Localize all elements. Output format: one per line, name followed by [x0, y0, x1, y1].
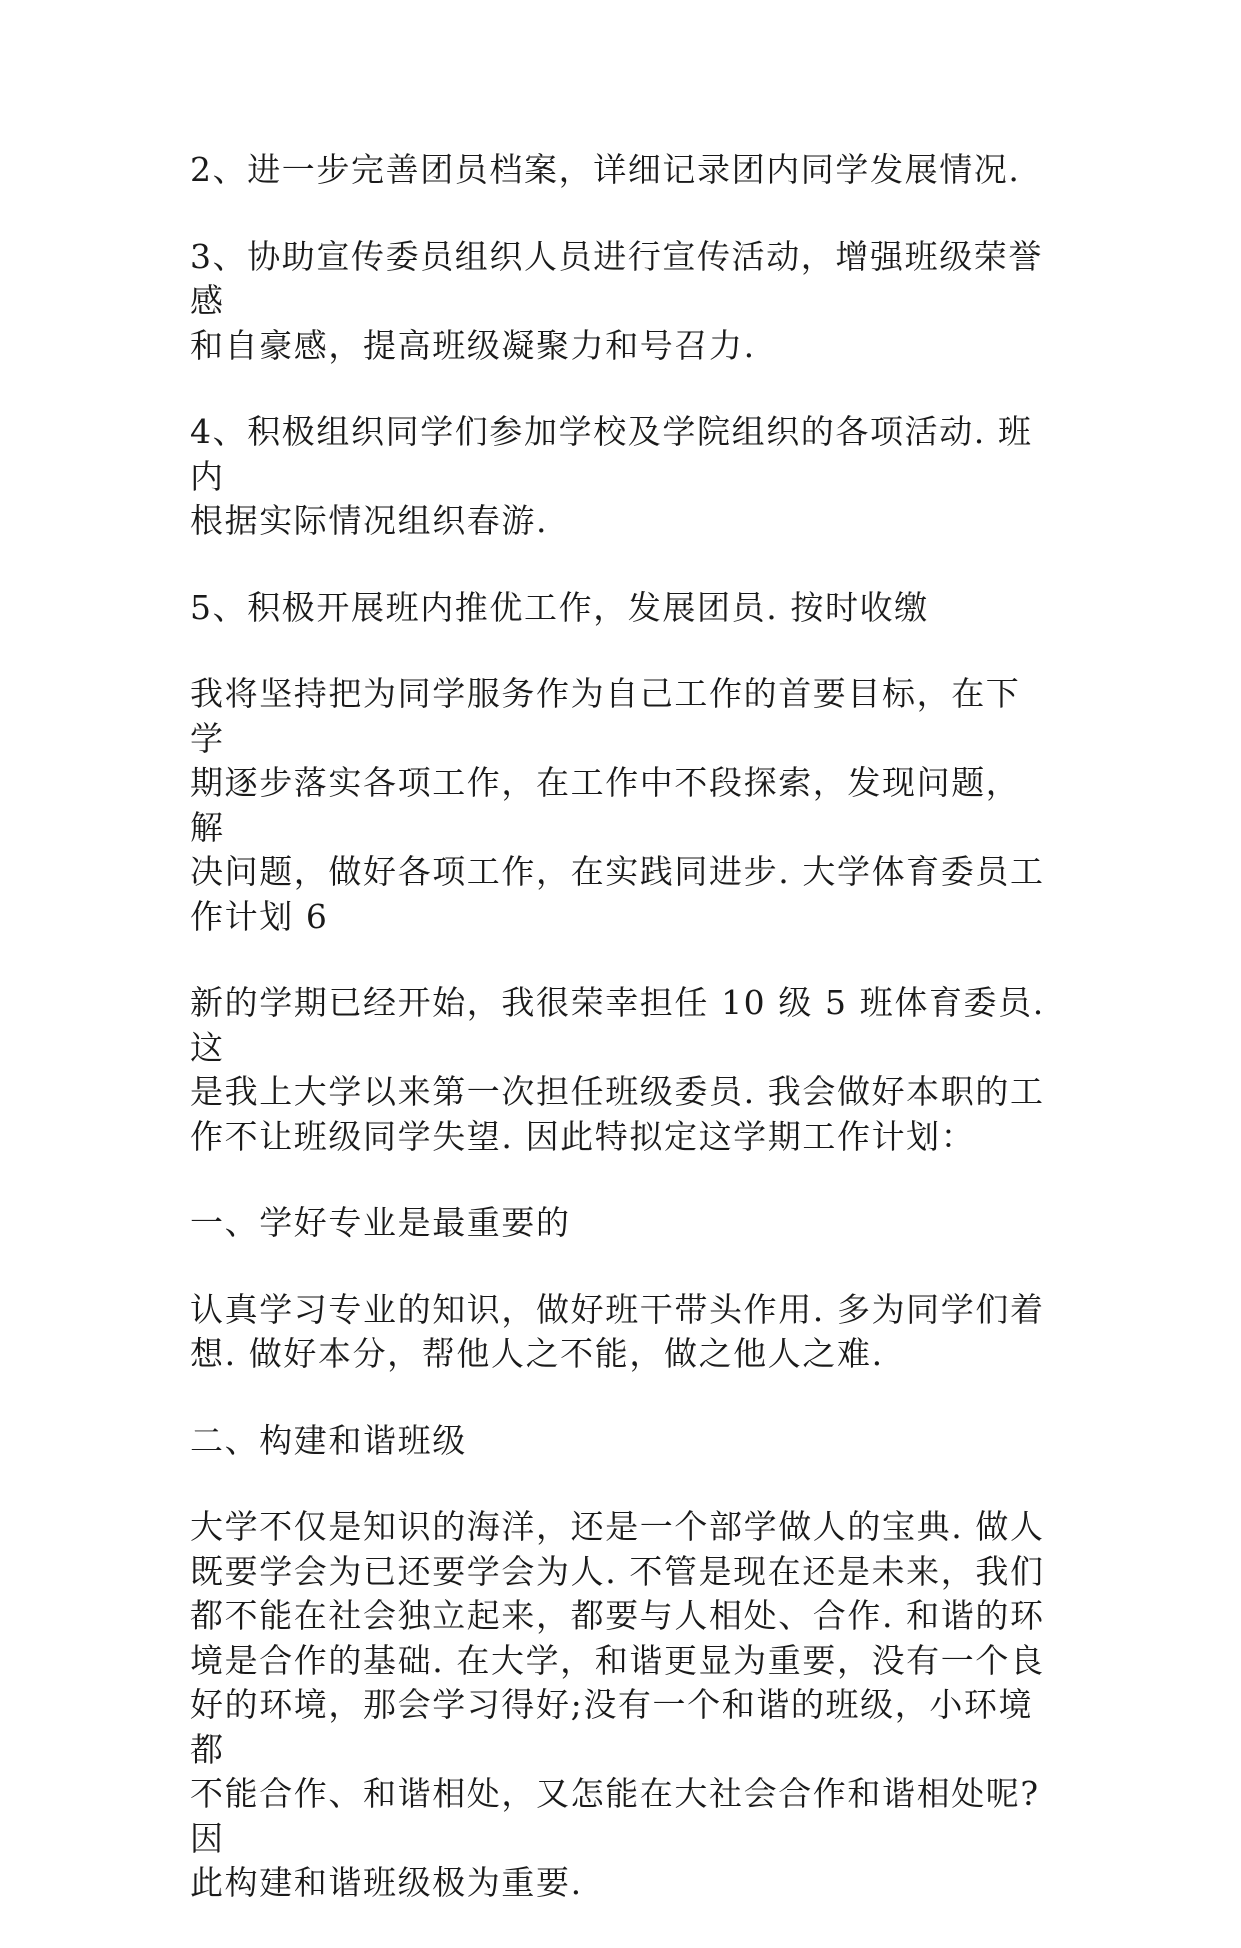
section-heading-1: 一、学好专业是最重要的: [190, 1203, 571, 1242]
paragraph-item-2: 2、进一步完善团员档案，详细记录团内同学发展情况.: [190, 150, 1021, 189]
paragraph-item-4: 4、积极组织同学们参加学校及学院组织的各项活动. 班内 根据实际情况组织春游.: [190, 412, 1033, 540]
paragraph-item-3: 3、协助宣传委员组织人员进行宣传活动，增强班级荣誉感 和自豪感，提高班级凝聚力和号召力.: [190, 236, 1043, 365]
document-body: [190, 148, 1050, 1948]
paragraph-item-5: 5、积极开展班内推优工作，发展团员. 按时收缴: [190, 587, 929, 627]
section-heading-2: 二、构建和谐班级: [190, 1420, 467, 1460]
paragraph-harmony: 大学不仅是知识的海洋，还是一个部学做人的宝典. 做人 既要学会为已还要学会为人. 不管是现在还是未来，我们 都不能在社会独立起来，都要与人相处、合作. 和谐的环 境是合作的基础. 在大学，和谐更显为重要，没有一个良 好的环境，那会学习得好;没有一个和谐的班级，小环境都 不能合作、和谐相处，又怎能在大社会合作和谐相处呢?因 此构建和谐班级极为重要.: [190, 1507, 1045, 1902]
paragraph-study: 认真学习专业的知识，做好班干带头作用. 多为同学们着 想. 做好本分，帮他人之不能，做之他人之难.: [190, 1289, 1045, 1373]
paragraph-new-semester: 新的学期已经开始，我很荣幸担任 10 级 5 班体育委员. 这 是我上大学以来第一次担任班级委员. 我会做好本职的工 作不让班级同学失望. 因此特拟定这学期工作计划：: [190, 983, 1045, 1156]
paragraph-commitment: 我将坚持把为同学服务作为自己工作的首要目标，在下学 期逐步落实各项工作，在工作中不段探索，发现问题，解 决问题，做好各项工作，在实践同进步. 大学体育委员工 作计划 6: [190, 674, 1045, 936]
